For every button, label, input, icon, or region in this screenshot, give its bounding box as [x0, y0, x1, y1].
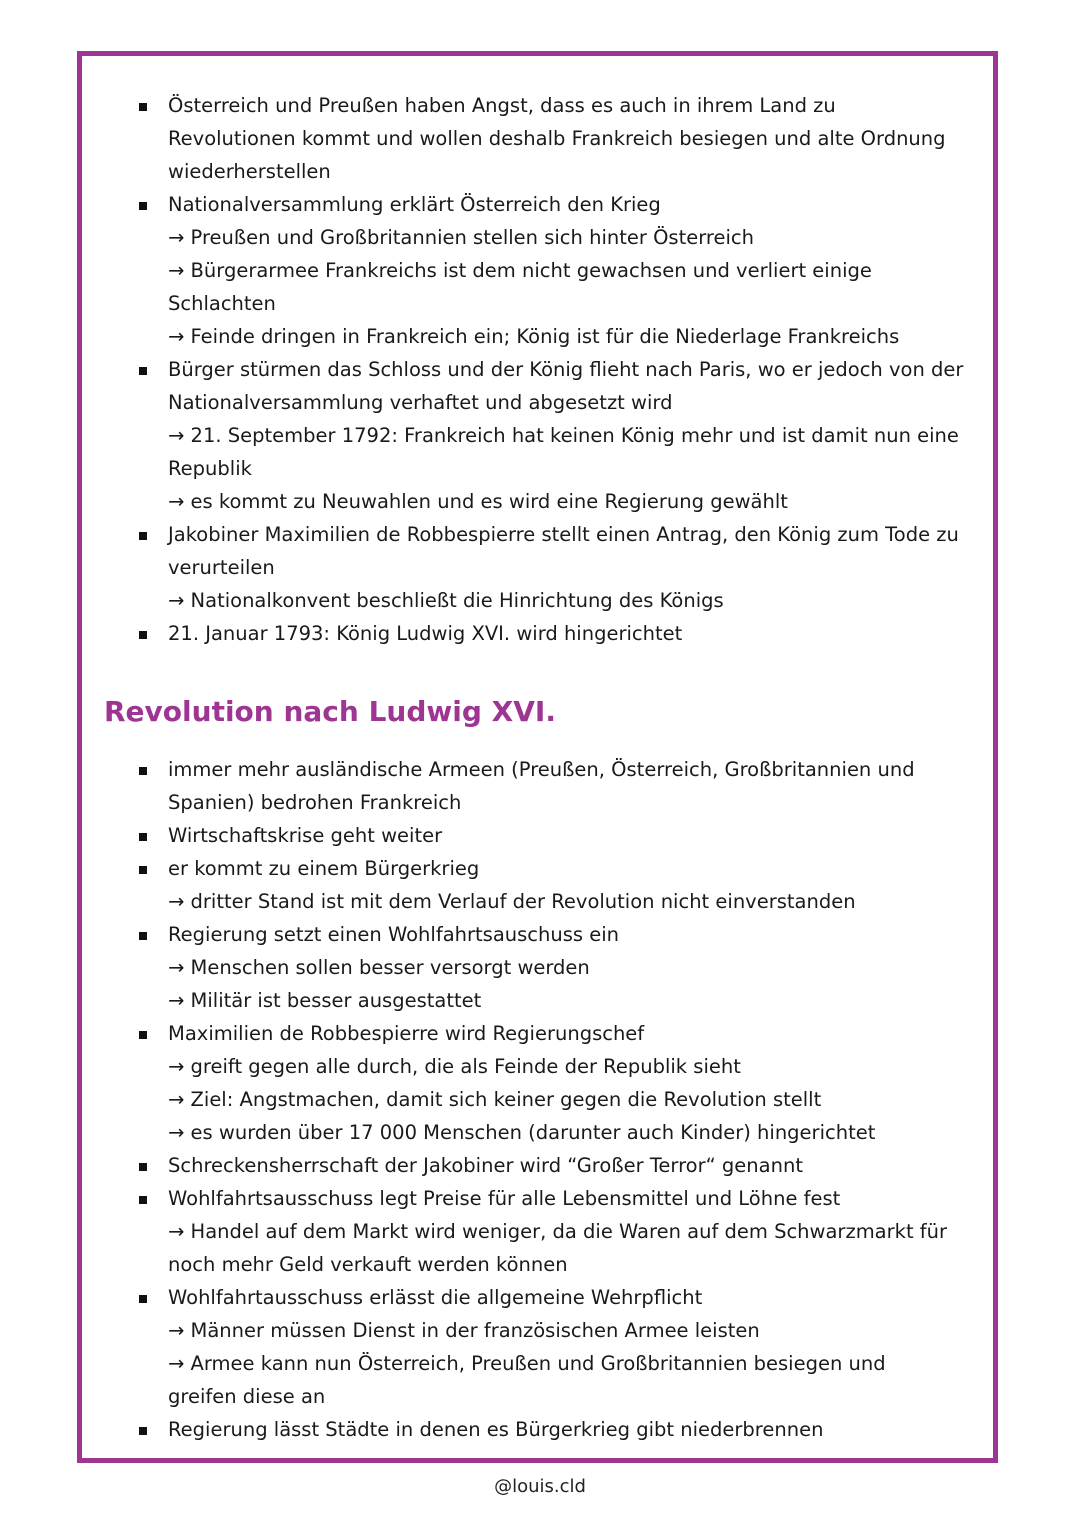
text-line: Schreckensherrschaft der Jakobiner wird “Großer Terror“ genannt [168, 1154, 803, 1177]
square-bullet-icon [139, 932, 147, 940]
text-line: Revolutionen kommt und wollen deshalb Frankreich besiegen und alte Ordnung [168, 127, 946, 150]
square-bullet-icon [139, 103, 147, 111]
square-bullet-icon [139, 202, 147, 210]
text-line: verurteilen [168, 556, 275, 579]
text-line: wiederherstellen [168, 160, 331, 183]
square-bullet-icon [139, 532, 147, 540]
list-item [82, 918, 993, 1017]
text-line: 21. Januar 1793: König Ludwig XVI. wird hingerichtet [168, 622, 683, 645]
text-line: → Männer müssen Dienst in der französischen Armee leisten [168, 1319, 760, 1342]
text-line: Spanien) bedrohen Frankreich [168, 791, 462, 814]
text-line: → es kommt zu Neuwahlen und es wird eine Regierung gewählt [168, 490, 788, 513]
list-item [82, 819, 993, 852]
text-line: → Militär ist besser ausgestattet [168, 989, 482, 1012]
text-line: Wohlfahrtausschuss erlässt die allgemeine Wehrpflicht [168, 1286, 703, 1309]
text-line: → Menschen sollen besser versorgt werden [168, 956, 590, 979]
text-line: greifen diese an [168, 1385, 326, 1408]
square-bullet-icon [139, 1163, 147, 1171]
list-item [82, 89, 993, 188]
bullet-list-french-revolution [82, 89, 993, 650]
text-line: Wohlfahrtsausschuss legt Preise für alle Lebensmittel und Löhne fest [168, 1187, 841, 1210]
section-heading: Revolution nach Ludwig XVI. [104, 695, 556, 728]
square-bullet-icon [139, 833, 147, 841]
content-frame [77, 51, 998, 1463]
list-item [82, 1413, 993, 1446]
text-line: → Armee kann nun Österreich, Preußen und Großbritannien besiegen und [168, 1352, 886, 1375]
square-bullet-icon [139, 631, 147, 639]
text-line: Jakobiner Maximilien de Robbespierre stellt einen Antrag, den König zum Tode zu [168, 523, 959, 546]
text-line: → Handel auf dem Markt wird weniger, da die Waren auf dem Schwarzmarkt für [168, 1220, 948, 1243]
bullet-list-after-ludwig [82, 753, 993, 1446]
text-line: → Bürgerarmee Frankreichs ist dem nicht gewachsen und verliert einige [168, 259, 872, 282]
text-line: Regierung setzt einen Wohlfahrtsauschuss ein [168, 923, 620, 946]
square-bullet-icon [139, 866, 147, 874]
text-line: → dritter Stand ist mit dem Verlauf der Revolution nicht einverstanden [168, 890, 856, 913]
square-bullet-icon [139, 767, 147, 775]
text-line: Nationalversammlung verhaftet und abgesetzt wird [168, 391, 673, 414]
text-line: → Feinde dringen in Frankreich ein; König ist für die Niederlage Frankreichs [168, 325, 900, 348]
text-line: Bürger stürmen das Schloss und der König flieht nach Paris, wo er jedoch von der [168, 358, 964, 381]
list-item [82, 518, 993, 617]
list-item [82, 353, 993, 518]
author-handle: @louis.cld [494, 1476, 586, 1497]
list-item [82, 1017, 993, 1149]
text-line: Österreich und Preußen haben Angst, dass es auch in ihrem Land zu [168, 94, 836, 117]
text-line: immer mehr ausländische Armeen (Preußen, Österreich, Großbritannien und [168, 758, 915, 781]
text-line: → 21. September 1792: Frankreich hat keinen König mehr und ist damit nun eine [168, 424, 959, 447]
list-item [82, 753, 993, 819]
list-item [82, 188, 993, 353]
square-bullet-icon [139, 1196, 147, 1204]
text-line: → Nationalkonvent beschließt die Hinrichtung des Königs [168, 589, 724, 612]
text-line: → es wurden über 17 000 Menschen (darunter auch Kinder) hingerichtet [168, 1121, 876, 1144]
square-bullet-icon [139, 367, 147, 375]
list-item [82, 617, 993, 650]
square-bullet-icon [139, 1031, 147, 1039]
list-item [82, 1149, 993, 1182]
text-line: → Preußen und Großbritannien stellen sich hinter Österreich [168, 226, 754, 249]
list-item [82, 1281, 993, 1413]
text-line: Wirtschaftskrise geht weiter [168, 824, 443, 847]
text-line: er kommt zu einem Bürgerkrieg [168, 857, 480, 880]
square-bullet-icon [139, 1295, 147, 1303]
list-item [82, 1182, 993, 1281]
text-line: Republik [168, 457, 252, 480]
text-line: → Ziel: Angstmachen, damit sich keiner gegen die Revolution stellt [168, 1088, 822, 1111]
text-line: Maximilien de Robbespierre wird Regierungschef [168, 1022, 645, 1045]
text-line: noch mehr Geld verkauft werden können [168, 1253, 568, 1276]
text-line: Schlachten [168, 292, 276, 315]
text-line: → greift gegen alle durch, die als Feinde der Republik sieht [168, 1055, 741, 1078]
list-item [82, 852, 993, 918]
square-bullet-icon [139, 1427, 147, 1435]
text-line: Nationalversammlung erklärt Österreich den Krieg [168, 193, 661, 216]
text-line: Regierung lässt Städte in denen es Bürgerkrieg gibt niederbrennen [168, 1418, 824, 1441]
